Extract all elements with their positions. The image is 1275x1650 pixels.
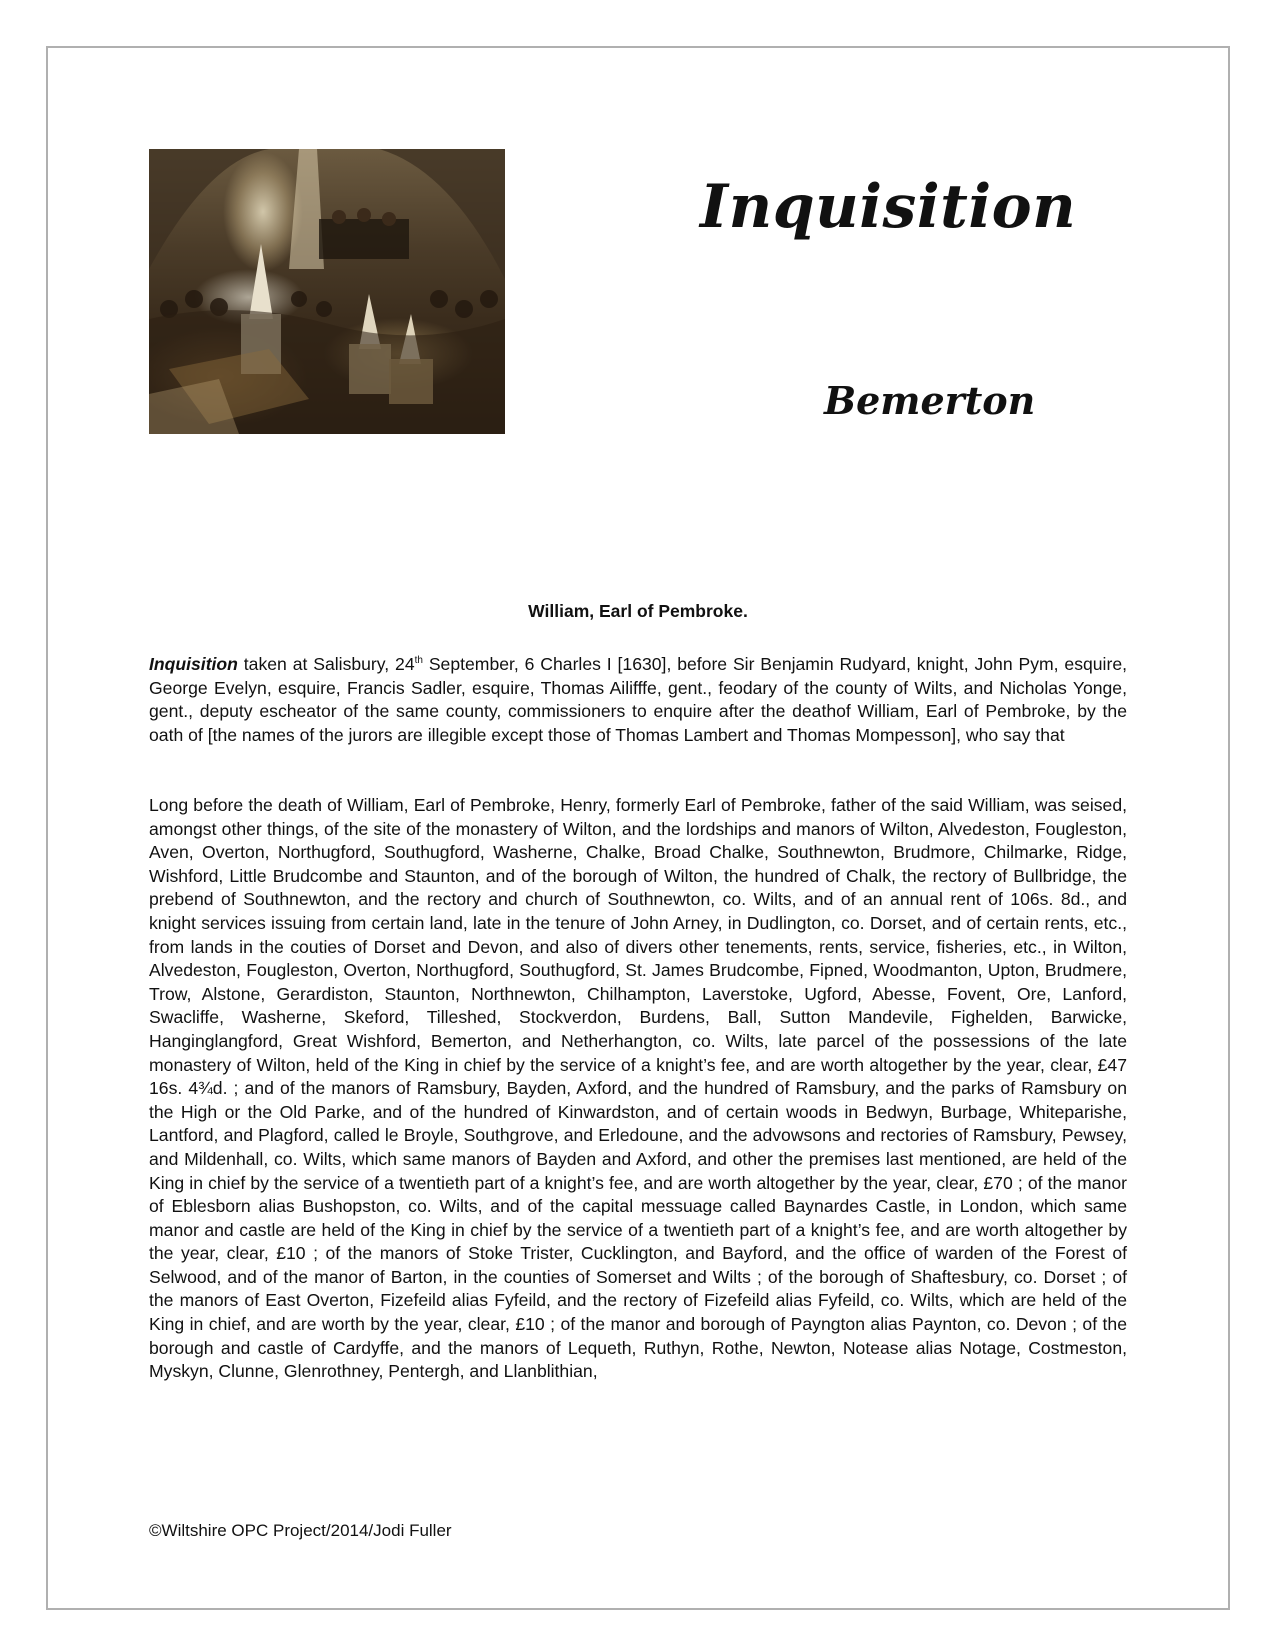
inquisition-painting-image [149, 149, 505, 434]
date-ordinal-suffix: th [414, 655, 423, 667]
intro-lead-word: Inquisition [149, 654, 238, 674]
copyright-footer: ©Wiltshire OPC Project/2014/Jodi Fuller [149, 1521, 452, 1540]
document-title: Inquisition [700, 172, 1077, 242]
intro-paragraph [149, 653, 1127, 747]
section-heading: William, Earl of Pembroke. [528, 601, 748, 621]
body-paragraph: Long before the death of William, Earl of Pembroke, Henry, formerly Earl of Pembroke, father of the said William, was seised, amongst other things, of the site of the monastery of Wilton, and the lordships and manors of Wilton, Alvedeston, Fougleston, Aven, Overton, Northugford, Southugford, Washerne, Chalke, Broad Chalke, Southnewton, Brudmore, Chilmarke, Ridge, Wishford, Little Brudcombe and Staunton, and of the borough of Wilton, the hundred of Chalk, the rectory of Bullbridge, the prebend of Southnewton, and the rectory and church of Southnewton, co. Wilts, and of an annual rent of 106s. 8d., and knight services issuing from certain land, late in the tenure of John Arney, in Dudlington, co. Dorset, and of certain rents, etc., from lands in the couties of Dorset and Devon, and also of divers other tenements, rents, service, fisheries, etc., in Wilton, Alvedeston, Fougleston, Overton, Northugford, Southugford, St. James Brudcombe, Fipned, Woodmanton, Upton, Brudmere, Trow, Alstone, Gerardiston, Staunton, Northnewton, Chilhampton, Laverstoke, Ugford, Abesse, Fovent, Ore, Lanford, Swacliffe, Washerne, Skeford, Tilleshed, Stockverdon, Burdens, Ball, Sutton Mandevile, Fighelden, Barwicke, Hanginglangford, Great Wishford, Bemerton, and Netherhangton, co. Wilts, late parcel of the possessions of the late monastery of Wilton, held of the King in chief by the service of a knight’s fee, and are worth altogether by the year, clear, £47 16s. 4¾d. ; and of the manors of Ramsbury, Bayden, Axford, and the hundred of Ramsbury, and the parks of Ramsbury on the High or the Old Parke, and of the hundred of Kinwardston, and of certain woods in Bedwyn, Burbage, Whiteparishe, Lantford, and Plagford, called le Broyle, Southgrove, and Erledoune, and the advowsons and rectories of Ramsbury, Pewsey, and Mildenhall, co. Wilts, which same manors of Bayden and Axford, and other the premises last mentioned, are held of the King in chief by the service of a twentieth part of a knight’s fee, and are worth altogether by the year, clear, £70 ; of the manor of Eblesborn alias Bushopston, co. Wilts, and of the capital messuage called Baynardes Castle, in London, which same manor and castle are held of the King in chief by the service of a twentieth part of a knight’s fee, and are worth altogether by the year, clear, £10 ; of the manors of Stoke Trister, Cucklington, and Bayford, and the office of warden of the Forest of Selwood, and of the manor of Barton, in the counties of Somerset and Wilts ; of the borough of Shaftesbury, co. Dorset ; of the manors of East Overton, Fizefeild alias Fyfeild, and the rectory of Fizefeild alias Fyfeild, co. Wilts, which are held of the King in chief, and are worth by the year, clear, £10 ; of the manor and borough of Payngton alias Paynton, co. Devon ; of the borough and castle of Cardyffe, and the manors of Lequeth, Ruthyn, Rothe, Newton, Notease alias Notage, Costmeston, Myskyn, Clunne, Glenrothney, Pentergh, and Llanblithian, [149, 795, 1127, 1382]
intro-text-start: taken at Salisbury, 24 [237, 654, 415, 674]
intro-text-rest: September, 6 Charles I [1630], before Sir Benjamin Rudyard, knight, John Pym, esquire, George Evelyn, esquire, Francis Sadler, esquire, Thomas Ailifffe, gent., feodary of the county of Wilts, and Nicholas Yonge, gent., deputy escheator of the same county, commissioners to enquire after the deathof William, Earl of Pembroke, by the oath of [the names of the jurors are illegible except those of Thomas Lambert and Thomas Mompesson], who say that [149, 654, 1127, 745]
document-subtitle: Bemerton [824, 378, 1036, 423]
